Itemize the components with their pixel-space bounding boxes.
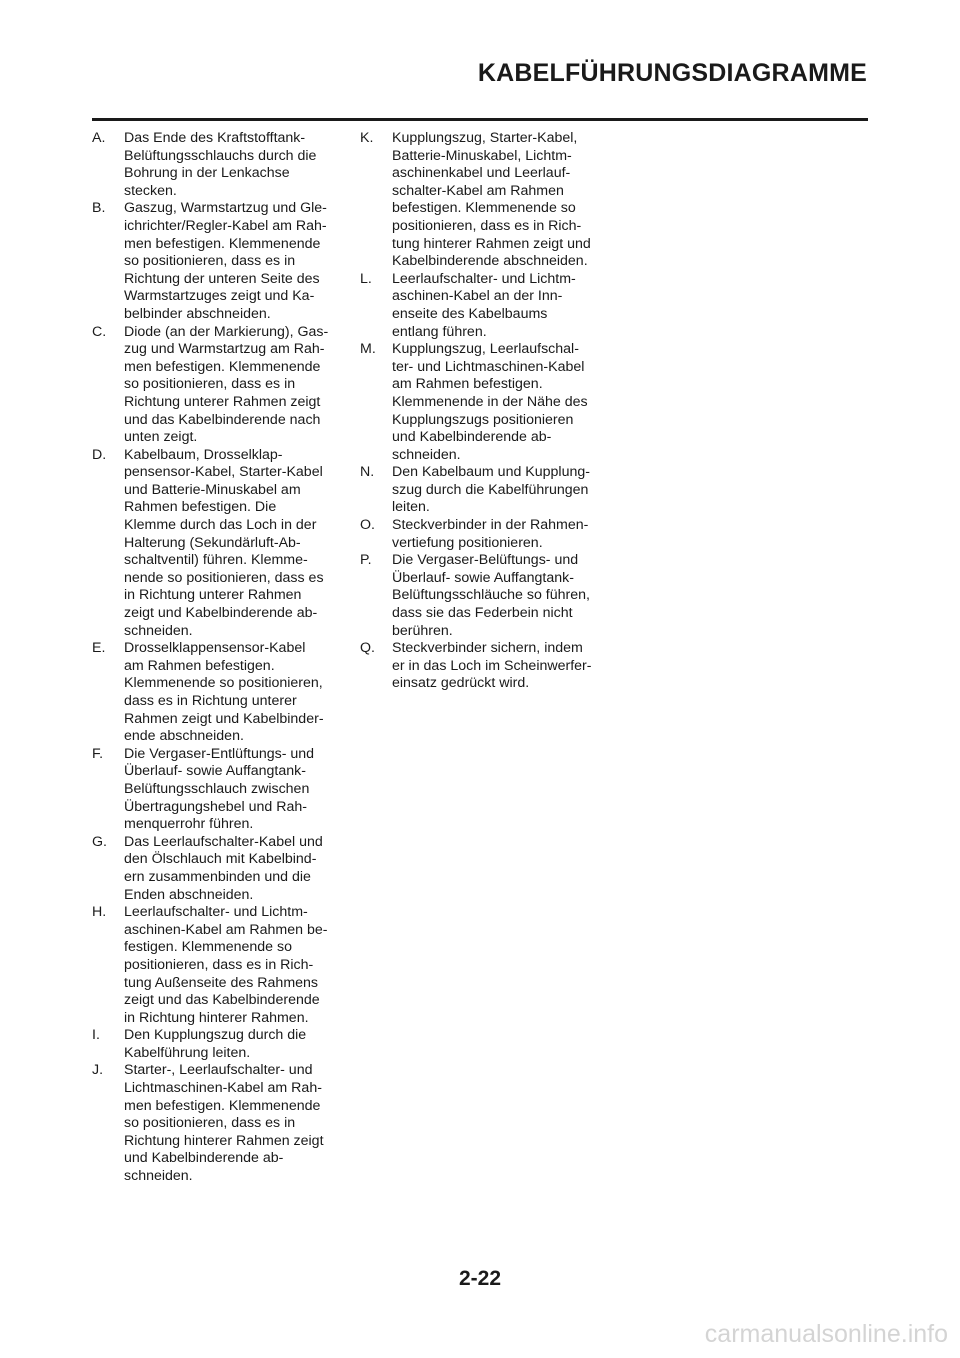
instruction-item [92,200,342,323]
item-letter: L. [360,270,372,287]
item-letter: Q. [360,640,375,657]
instruction-item [92,746,342,834]
item-text: Steckverbinder in der Rahmen- vertiefung positionieren. [392,517,589,551]
page-title: KABELFÜHRUNGSDIAGRAMME [477,59,867,87]
item-letter: M. [360,341,376,358]
instruction-item [92,1027,342,1062]
item-letter: J. [92,1062,104,1079]
item-text: Den Kupplungszug durch die Kabelführung leiten. [124,1027,307,1061]
item-text: Steckverbinder sichern, indem er in das Loch im Scheinwerfer- einsatz gedrückt wird. [392,640,592,692]
item-letter: P. [360,552,372,569]
instructions-left-column [92,130,342,1186]
item-text: Kabelbaum, Drosselklap- pensensor-Kabel, Starter-Kabel und Batterie-Minuskabel am Rahmen befestigen. Die Klemme durch das Loch in der Halterung (Sekundärluft-Ab- schaltventil) führen. Klemme- nende so positionieren, dass es in Richtung unterer Rahmen zeigt und Kabelbinderende ab- schneiden. [124,446,324,639]
item-letter: N. [360,464,375,481]
item-letter: B. [92,200,106,217]
item-text: Starter-, Leerlaufschalter- und Lichtmaschinen-Kabel am Rah- men befestigen. Klemmenende so positionieren, dass es in Richtung hinterer Rahmen zeigt und Kabelbinderende ab- schneiden. [124,1062,324,1185]
instruction-item [92,324,342,447]
item-text: Das Leerlaufschalter-Kabel und den Ölschlauch mit Kabelbind- ern zusammenbinden und die Enden abschneiden. [124,833,323,903]
instruction-item [360,552,610,640]
instruction-item [92,1062,342,1185]
instruction-item [92,834,342,904]
instruction-item [92,640,342,746]
watermark-text: carmanualsonline.info [704,1320,948,1348]
item-text: Diode (an der Markierung), Gas- zug und Warmstartzug am Rah- men befestigen. Klemmenende so positionieren, dass es in Richtung unterer Rahmen zeigt und das Kabelbinderende nach unten zeigt. [124,323,329,446]
item-letter: F. [92,745,104,762]
item-text: Drosselklappensensor-Kabel am Rahmen befestigen. Klemmenende so positionieren, dass es in Richtung unterer Rahmen zeigt und Kabelbinder- ende abschneiden. [124,640,324,745]
item-letter: A. [92,130,106,146]
instruction-item [360,640,610,693]
item-letter: D. [92,446,107,463]
item-text: Kupplungszug, Leerlaufschal- ter- und Lichtmaschinen-Kabel am Rahmen befestigen. Klemmenende in der Nähe des Kupplungszugs positionieren und Kabelbinderende ab- schneiden. [392,341,588,463]
item-letter: C. [92,323,107,340]
instruction-item [360,271,610,341]
item-letter: E. [92,640,106,657]
instruction-item [92,447,342,641]
instructions-right-column [360,130,610,693]
page-number: 2-22 [458,1267,502,1290]
item-text: Den Kabelbaum und Kupplung- szug durch die Kabelführungen leiten. [392,464,590,516]
item-letter: K. [360,130,374,146]
instruction-item [92,130,342,200]
item-text: Die Vergaser-Entlüftungs- und Überlauf- sowie Auffangtank- Belüftungsschlauch zwischen Übertragungshebel und Rah- menquerrohr führen. [124,745,315,833]
item-letter: O. [360,517,375,534]
item-text: Kupplungszug, Starter-Kabel, Batterie-Minuskabel, Lichtm- aschinenkabel und Leerlauf- schalter-Kabel am Rahmen befestigen. Klemmenende so positionieren, dass es in Rich- tung hinterer Rahmen zeigt und Kabelbinderende abschneiden. [392,130,591,270]
item-letter: H. [92,904,107,921]
instruction-item [360,464,610,517]
instruction-item [92,904,342,1027]
instruction-item [360,130,610,271]
item-letter: G. [92,833,107,850]
item-text: Das Ende des Kraftstofftank- Belüftungsschlauchs durch die Bohrung in der Lenkachse stecken. [124,130,317,199]
item-text: Leerlaufschalter- und Lichtm- aschinen-Kabel an der Inn- enseite des Kabelbaums entlang führen. [392,270,576,340]
instruction-item [360,517,610,552]
instruction-item [360,341,610,464]
item-text: Die Vergaser-Belüftungs- und Überlauf- sowie Auffangtank- Belüftungsschläuche so führen, dass sie das Federbein nicht berühren. [392,552,590,639]
item-text: Leerlaufschalter- und Lichtm- aschinen-Kabel am Rahmen be- festigen. Klemmenende so positionieren, dass es in Rich- tung Außenseite des Rahmens zeigt und das Kabelbinderende in Richtung hinterer Rahmen. [124,904,328,1026]
item-text: Gaszug, Warmstartzug und Gle- ichrichter/Regler-Kabel am Rah- men befestigen. Klemmenende so positionieren, dass es in Richtung der unteren Seite des Warmstartzuges zeigt und Ka- belbinder abschneiden. [124,200,327,322]
item-letter: I. [92,1027,100,1044]
title-divider [92,118,868,121]
